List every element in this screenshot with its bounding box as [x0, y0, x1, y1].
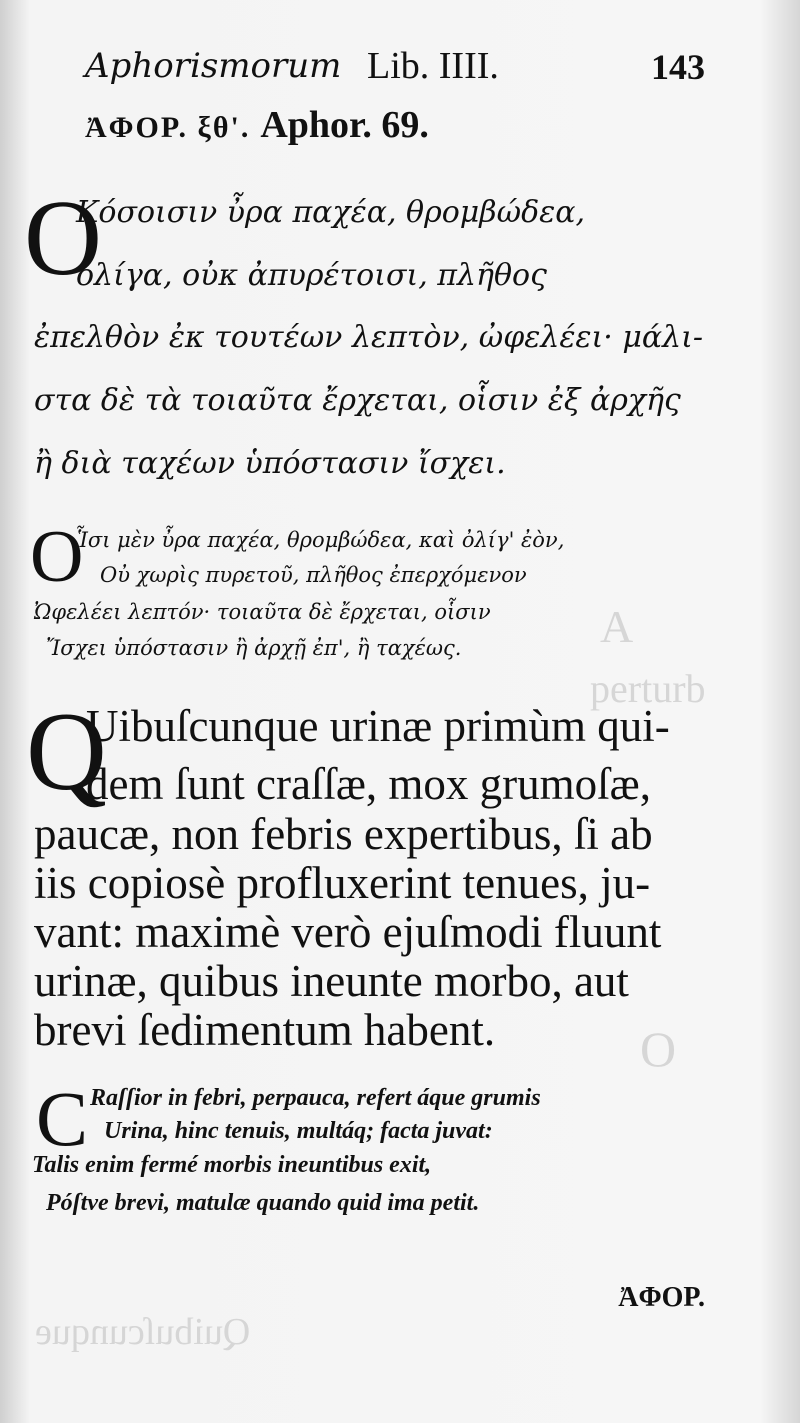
catchword: ἈΦΟΡ.: [618, 1282, 705, 1313]
aphorism-heading-latin: Aphor. 69.: [260, 104, 429, 146]
latin-verse-line: Póſtve brevi, matulæ quando quid ima petit.: [46, 1190, 480, 1216]
greek-prose-line: Κόσοισιν ὖρα παχέα, θρομβώδεα,: [76, 195, 586, 230]
show-through-text: Quibuſcunque: [35, 1311, 251, 1353]
greek-verse-line: Ὠφελέει λεπτόν· τοιαῦτα δὲ ἔρχεται, οἷσιν: [34, 600, 491, 624]
latin-verse-initial: C: [36, 1075, 89, 1162]
latin-prose-line: brevi ſedimentum habent.: [34, 1005, 496, 1055]
greek-verse-line: Ἴσχει ὑπόστασιν ἢ ἀρχῇ ἐπ', ἢ ταχέως.: [46, 636, 462, 660]
page-number: 143: [651, 47, 705, 87]
greek-verse-initial: O: [30, 516, 84, 598]
latin-prose-initial: Q: [26, 690, 107, 814]
show-through-text: perturb: [590, 666, 706, 711]
greek-verse-line: Ἷσι μὲν ὖρα παχέα, θρομβώδεα, καὶ ὀλίγ' ἐὸν,: [75, 528, 565, 552]
greek-prose-line: ἢ διὰ ταχέων ὑπόστασιν ἴσχει.: [34, 446, 506, 481]
latin-prose-line: dem ſunt craſſæ, mox grumoſæ,: [86, 759, 651, 809]
latin-prose-line: Uibuſcunque urinæ primùm qui-: [86, 701, 670, 751]
latin-verse-line: Raſſior in febri, perpauca, refert áque grumis: [90, 1085, 541, 1111]
latin-verse-line: Talis enim fermé morbis ineuntibus exit,: [32, 1152, 432, 1178]
running-title: Aphorismorum: [85, 46, 342, 86]
latin-prose-line: iis copiosè profluxerint tenues, ju-: [34, 858, 651, 908]
greek-prose-line: στα δὲ τὰ τοιαῦτα ἔρχεται, οἷσιν ἐξ ἀρχῆς: [34, 383, 681, 418]
aphorism-heading: [85, 100, 429, 147]
aphorism-heading-greek: ἈΦΟΡ. ξθ'.: [85, 111, 251, 144]
book-number: Lib. IIII.: [367, 45, 499, 87]
latin-verse-line: Urina, hinc tenuis, multáq; facta juvat:: [104, 1118, 493, 1144]
running-header: [85, 38, 705, 98]
latin-prose-line: paucæ, non febris expertibus, ſi ab: [34, 809, 653, 859]
greek-prose-initial: O: [24, 179, 102, 298]
latin-prose-line: urinæ, quibus ineunte morbo, aut: [34, 956, 629, 1006]
greek-prose-line: ὀλίγα, οὐκ ἀπυρέτοισι, πλῆθος: [76, 258, 547, 293]
show-through-text: A: [600, 601, 634, 652]
latin-prose-line: vant: maximè verò ejuſmodi fluunt: [34, 907, 662, 957]
show-through-text: O: [640, 1021, 677, 1077]
greek-prose-line: ἐπελθὸν ἐκ τουτέων λεπτὸν, ὠφελέει· μάλι-: [34, 320, 704, 355]
greek-verse-line: Οὐ χωρὶς πυρετοῦ, πλῆθος ἐπερχόμενον: [100, 563, 527, 587]
